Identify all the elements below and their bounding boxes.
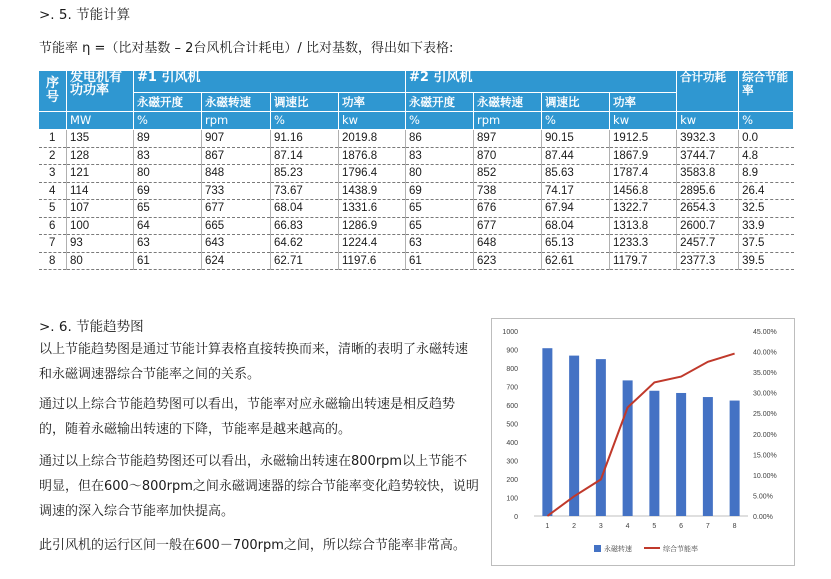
- paragraph-4: 此引风机的运行区间一般在600－700rpm之间，所以综合节能率非常高。: [39, 538, 466, 553]
- header-fan1-power: 功率: [339, 93, 406, 112]
- table-cell: 2600.7: [677, 217, 739, 235]
- y-left-tick-label: 1000: [502, 329, 518, 336]
- table-cell: 848: [202, 165, 271, 183]
- legend-label-line: 综合节能率: [663, 546, 698, 553]
- header-fan2-power: 功率: [610, 93, 677, 112]
- table-cell: 1331.6: [339, 200, 406, 218]
- paragraph-3: 通过以上综合节能趋势图还可以看出，永磁输出转速在800rpm以上节能不明显，但在600～800rpm之间永磁调速器的综合节能率变化趋势较快，说明调速的深入综合节能率加快提高。: [39, 454, 479, 519]
- table-row: [39, 252, 794, 270]
- table-cell: 66.83: [271, 217, 339, 235]
- table-cell: 1: [39, 130, 67, 148]
- table-cell: 733: [202, 182, 271, 200]
- y-right-tick-label: 30.00%: [753, 390, 777, 398]
- table-cell: 62.61: [542, 252, 610, 270]
- table-cell: 648: [474, 235, 542, 253]
- table-cell: 69: [134, 182, 202, 200]
- table-cell: 1233.3: [610, 235, 677, 253]
- table-cell: 93: [67, 235, 134, 253]
- paragraph-1: 以上节能趋势图是通过节能计算表格直接转换而来，清晰的表明了永磁转速和永磁调速器综合节能率之间的关系。: [39, 342, 469, 382]
- table-cell: 32.5: [739, 200, 794, 218]
- energy-calc-table: [38, 70, 794, 270]
- paragraph-2: 通过以上综合节能趋势图可以看出，节能率对应永磁输出转速是相反趋势的，随着永磁输出转速的下降，节能率是越来越高的。: [39, 397, 456, 437]
- table-cell: 1438.9: [339, 182, 406, 200]
- table-row: [39, 165, 794, 183]
- table-cell: 63: [134, 235, 202, 253]
- table-cell: 26.4: [739, 182, 794, 200]
- table-cell: 1912.5: [610, 130, 677, 148]
- table-cell: 61: [134, 252, 202, 270]
- table-cell: 2019.8: [339, 130, 406, 148]
- y-left-tick-label: 700: [506, 384, 518, 392]
- bar-mark: [569, 356, 579, 516]
- y-right-tick-label: 5.00%: [753, 493, 773, 501]
- table-cell: 1197.6: [339, 252, 406, 270]
- table-row: [39, 182, 794, 200]
- table-cell: 85.23: [271, 165, 339, 183]
- table-row: [39, 147, 794, 165]
- y-left-tick-label: 900: [506, 347, 518, 355]
- table-cell: 33.9: [739, 217, 794, 235]
- y-left-tick-label: 0: [514, 514, 518, 521]
- unit-cell: %: [739, 112, 794, 130]
- table-cell: 6: [39, 217, 67, 235]
- unit-cell: kw: [677, 112, 739, 130]
- table-cell: 80: [67, 252, 134, 270]
- table-cell: 677: [474, 217, 542, 235]
- table-cell: 39.5: [739, 252, 794, 270]
- table-cell: 1224.4: [339, 235, 406, 253]
- table-cell: 68.04: [542, 217, 610, 235]
- y-left-tick-label: 200: [506, 477, 518, 484]
- header-power: 发电机有功功率: [67, 71, 134, 112]
- table-cell: 8.9: [739, 165, 794, 183]
- table-cell: 128: [67, 147, 134, 165]
- table-cell: 2377.3: [677, 252, 739, 270]
- table-cell: 623: [474, 252, 542, 270]
- y-right-tick-label: 0.00%: [753, 514, 773, 521]
- table-cell: 3: [39, 165, 67, 183]
- y-left-tick-label: 500: [506, 421, 518, 429]
- y-right-tick-label: 40.00%: [753, 349, 777, 357]
- table-cell: 67.94: [542, 200, 610, 218]
- section6-title: >. 6. 节能趋势图: [39, 319, 144, 335]
- table-cell: 1179.7: [610, 252, 677, 270]
- table-cell: 852: [474, 165, 542, 183]
- header-fan1-ratio: 调速比: [271, 93, 339, 112]
- x-tick-label: 2: [572, 523, 577, 530]
- unit-cell: kw: [610, 112, 677, 130]
- table-cell: 1456.8: [610, 182, 677, 200]
- header-fan1-speed: 永磁转速: [202, 93, 271, 112]
- table-cell: 2457.7: [677, 235, 739, 253]
- table-cell: 85.63: [542, 165, 610, 183]
- x-tick-label: 3: [598, 523, 603, 530]
- table-cell: 100: [67, 217, 134, 235]
- table-cell: 738: [474, 182, 542, 200]
- x-tick-label: 4: [625, 523, 630, 530]
- table-cell: 64: [134, 217, 202, 235]
- table-cell: 83: [406, 147, 474, 165]
- table-cell: 643: [202, 235, 271, 253]
- table-cell: 73.67: [271, 182, 339, 200]
- formula-text: 节能率 η =（比对基数 – 2台风机合计耗电）/ 比对基数，得出如下表格:: [39, 41, 454, 56]
- bar-mark: [596, 359, 606, 516]
- table-cell: 665: [202, 217, 271, 235]
- bar-mark: [623, 380, 633, 516]
- table-cell: 3932.3: [677, 130, 739, 148]
- table-cell: 1787.4: [610, 165, 677, 183]
- table-cell: 74.17: [542, 182, 610, 200]
- header-fan1-opening: 永磁开度: [134, 93, 202, 112]
- x-tick-label: 8: [732, 523, 737, 530]
- table-row: [39, 200, 794, 218]
- table-cell: 624: [202, 252, 271, 270]
- table-cell: 68.04: [271, 200, 339, 218]
- table-cell: 37.5: [739, 235, 794, 253]
- bar-mark: [649, 391, 659, 516]
- section5-title: >. 5. 节能计算: [39, 7, 131, 23]
- table-cell: 5: [39, 200, 67, 218]
- y-right-tick-label: 15.00%: [753, 452, 777, 460]
- energy-trend-chart: [491, 318, 795, 566]
- header-seq: 序号: [39, 71, 67, 112]
- x-tick-label: 1: [545, 523, 550, 530]
- table-cell: 135: [67, 130, 134, 148]
- table-cell: 4: [39, 182, 67, 200]
- table-cell: 83: [134, 147, 202, 165]
- table-body: [39, 130, 794, 270]
- table-cell: 7: [39, 235, 67, 253]
- table-cell: 62.71: [271, 252, 339, 270]
- unit-cell: kw: [339, 112, 406, 130]
- table-cell: 91.16: [271, 130, 339, 148]
- table-cell: 87.44: [542, 147, 610, 165]
- table-cell: 2654.3: [677, 200, 739, 218]
- table-cell: 114: [67, 182, 134, 200]
- unit-cell: %: [134, 112, 202, 130]
- table-cell: 1876.8: [339, 147, 406, 165]
- table-cell: 121: [67, 165, 134, 183]
- table-cell: 867: [202, 147, 271, 165]
- table-cell: 870: [474, 147, 542, 165]
- unit-cell: %: [406, 112, 474, 130]
- bar-mark: [703, 397, 713, 516]
- y-right-tick-label: 35.00%: [753, 370, 777, 378]
- table-cell: 897: [474, 130, 542, 148]
- header-fan1: #1 引风机: [134, 71, 406, 93]
- table-cell: 2: [39, 147, 67, 165]
- y-right-tick-label: 10.00%: [753, 472, 777, 480]
- table-cell: 65: [134, 200, 202, 218]
- table-cell: 90.15: [542, 130, 610, 148]
- unit-cell: %: [271, 112, 339, 130]
- bar-mark: [542, 348, 552, 516]
- table-cell: 107: [67, 200, 134, 218]
- header-rate: 综合节能率: [739, 71, 794, 112]
- table-cell: 3744.7: [677, 147, 739, 165]
- table-cell: 1313.8: [610, 217, 677, 235]
- table-cell: 8: [39, 252, 67, 270]
- y-right-tick-label: 45.00%: [753, 329, 777, 336]
- bar-mark: [730, 401, 740, 516]
- table-cell: 65: [406, 200, 474, 218]
- y-left-tick-label: 600: [506, 403, 518, 410]
- table-cell: 3583.8: [677, 165, 739, 183]
- unit-cell: MW: [67, 112, 134, 130]
- legend-swatch-bar: [594, 545, 601, 552]
- table-row: [39, 130, 794, 148]
- chart-svg: [492, 319, 794, 565]
- header-fan2-opening: 永磁开度: [406, 93, 474, 112]
- table-cell: 676: [474, 200, 542, 218]
- table-cell: 1322.7: [610, 200, 677, 218]
- y-right-tick-label: 20.00%: [753, 431, 777, 439]
- header-fan2-ratio: 调速比: [542, 93, 610, 112]
- table-cell: 80: [134, 165, 202, 183]
- table-cell: 87.14: [271, 147, 339, 165]
- table-cell: 0.0: [739, 130, 794, 148]
- y-left-tick-label: 800: [506, 366, 518, 373]
- y-right-tick-label: 25.00%: [753, 411, 777, 419]
- table-cell: 4.8: [739, 147, 794, 165]
- y-left-tick-label: 100: [506, 495, 518, 503]
- table-cell: 907: [202, 130, 271, 148]
- table-cell: 677: [202, 200, 271, 218]
- header-fan2-speed: 永磁转速: [474, 93, 542, 112]
- table-cell: 65.13: [542, 235, 610, 253]
- table-cell: 2895.6: [677, 182, 739, 200]
- table-cell: 65: [406, 217, 474, 235]
- table-cell: 86: [406, 130, 474, 148]
- table-cell: 1796.4: [339, 165, 406, 183]
- table-cell: 61: [406, 252, 474, 270]
- table-cell: 89: [134, 130, 202, 148]
- header-total: 合计功耗: [677, 71, 739, 112]
- legend-label-bar: 永磁转速: [604, 546, 632, 553]
- x-tick-label: 7: [705, 523, 710, 530]
- table-cell: 80: [406, 165, 474, 183]
- bar-mark: [676, 393, 686, 516]
- table-cell: 69: [406, 182, 474, 200]
- table-row: [39, 235, 794, 253]
- table-cell: 1286.9: [339, 217, 406, 235]
- table-cell: 1867.9: [610, 147, 677, 165]
- table-row: [39, 217, 794, 235]
- unit-cell: rpm: [202, 112, 271, 130]
- unit-cell: %: [542, 112, 610, 130]
- header-fan2: #2 引风机: [406, 71, 677, 93]
- y-left-tick-label: 400: [506, 440, 518, 447]
- table-cell: 64.62: [271, 235, 339, 253]
- y-left-tick-label: 300: [506, 458, 518, 466]
- unit-cell: rpm: [474, 112, 542, 130]
- units-row: [39, 112, 794, 130]
- x-tick-label: 5: [652, 523, 657, 530]
- table-cell: 63: [406, 235, 474, 253]
- x-tick-label: 6: [679, 523, 684, 530]
